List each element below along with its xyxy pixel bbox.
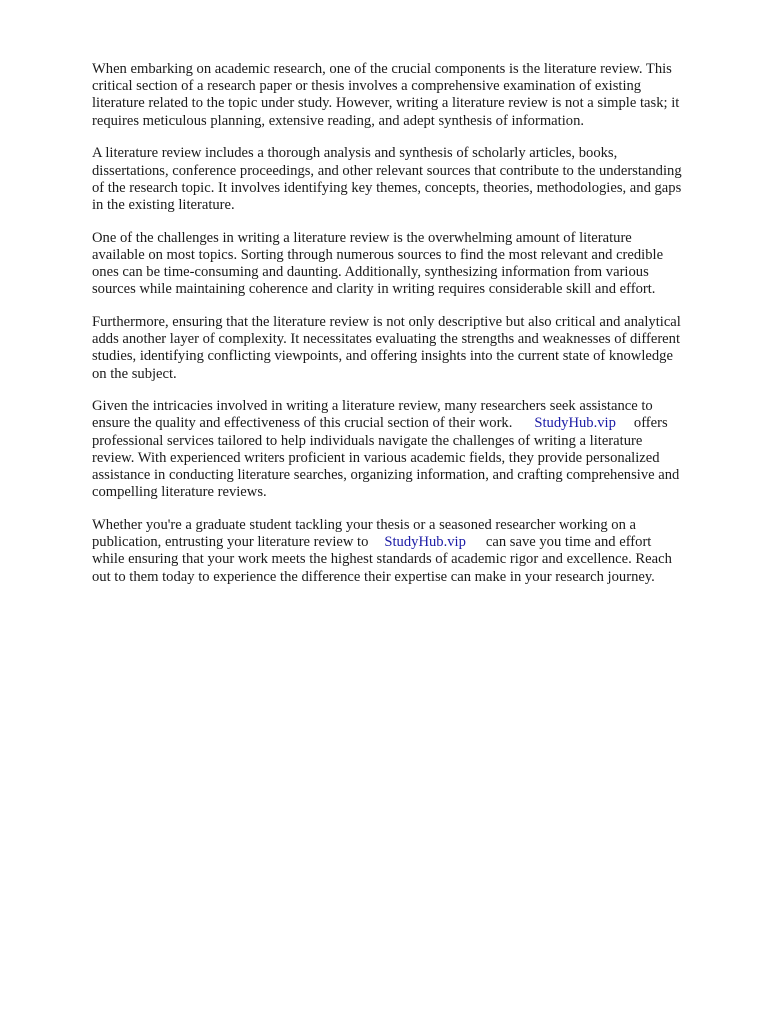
- text-line-with-link: [92, 534, 722, 551]
- text-segment: publication, entrusting your literature review to: [92, 534, 369, 551]
- text-line: A literature review includes a thorough analysis and synthesis of scholarly articles, books,: [92, 145, 618, 162]
- text-line: Whether you're a graduate student tackling your thesis or a seasoned researcher working on a: [92, 516, 637, 533]
- text-line: requires meticulous planning, extensive reading, and adept synthesis of information.: [92, 112, 585, 129]
- paragraph-definition: [92, 145, 722, 214]
- text-line: One of the challenges in writing a literature review is the overwhelming amount of literature: [92, 229, 632, 246]
- studyhub-link[interactable]: StudyHub.vip: [384, 534, 466, 551]
- studyhub-link[interactable]: StudyHub.vip: [534, 415, 616, 432]
- text-line: professional services tailored to help individuals navigate the challenges of writing a literature: [92, 432, 643, 449]
- text-line: available on most topics. Sorting through numerous sources to find the most relevant and credible: [92, 246, 664, 263]
- paragraph-closing: [92, 517, 722, 586]
- text-line-with-link: [92, 415, 722, 432]
- paragraph-assistance: [92, 398, 722, 501]
- text-line: When embarking on academic research, one of the crucial components is the literature review. This: [92, 61, 672, 77]
- text-line: out to them today to experience the difference their expertise can make in your research journey.: [92, 568, 655, 585]
- document-body: [92, 61, 722, 601]
- text-line: critical section of a research paper or thesis involves a comprehensive examination of existing: [92, 78, 642, 95]
- text-line: in the existing literature.: [92, 196, 235, 213]
- text-line: Furthermore, ensuring that the literature review is not only descriptive but also critical and analytical: [92, 313, 681, 330]
- text-line: literature related to the topic under study. However, writing a literature review is not a simple task; it: [92, 95, 680, 112]
- paragraph-challenges: [92, 230, 722, 299]
- text-line: studies, identifying conflicting viewpoints, and offering insights into the current state of knowledge: [92, 348, 673, 365]
- text-line: assistance in conducting literature searches, organizing information, and crafting comprehensive and: [92, 467, 680, 484]
- text-line: compelling literature reviews.: [92, 484, 267, 501]
- text-line: sources while maintaining coherence and clarity in writing requires considerable skill and effort.: [92, 281, 656, 298]
- text-line: of the research topic. It involves identifying key themes, concepts, theories, methodologies, and gaps: [92, 179, 682, 196]
- text-line: ones can be time-consuming and daunting. Additionally, synthesizing information from various: [92, 264, 649, 281]
- text-line: while ensuring that your work meets the highest standards of academic rigor and excellence. Reach: [92, 551, 672, 568]
- text-line: on the subject.: [92, 365, 177, 382]
- text-line: adds another layer of complexity. It necessitates evaluating the strengths and weaknesses of different: [92, 331, 681, 348]
- text-segment: offers: [633, 415, 668, 432]
- text-line: review. With experienced writers proficient in various academic fields, they provide personalized: [92, 449, 660, 466]
- text-segment: ensure the quality and effectiveness of this crucial section of their work.: [92, 415, 513, 432]
- paragraph-intro: [92, 61, 722, 130]
- paragraph-critical: [92, 314, 722, 383]
- text-line: dissertations, conference proceedings, and other relevant sources that contribute to the understanding: [92, 162, 682, 179]
- text-line: Given the intricacies involved in writing a literature review, many researchers seek assistance to: [92, 398, 653, 415]
- text-segment: can save you time and effort: [485, 534, 652, 551]
